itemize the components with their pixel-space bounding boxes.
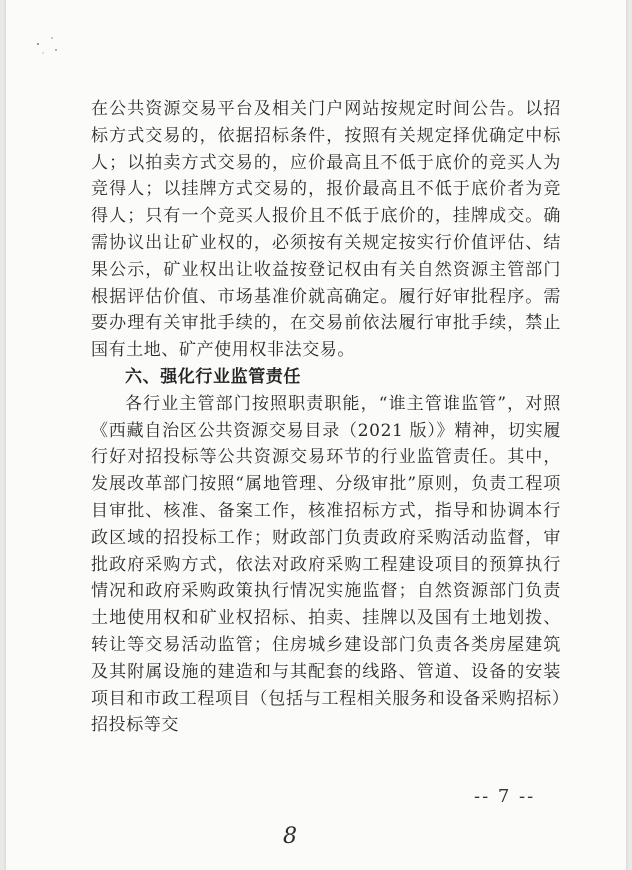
document-body <box>91 96 561 739</box>
scan-specks <box>34 28 94 58</box>
section-heading: 六、强化行业监管责任 <box>125 366 301 387</box>
handwritten-page-number: 8 <box>283 824 297 849</box>
page-number: -- 7 -- <box>474 786 536 807</box>
document-page <box>6 0 626 870</box>
paragraph-1: 在公共资源交易平台及相关门户网站按规定时间公告。以招标方式交易的，依据招标条件，按照有关规定择优确定中标人；以拍卖方式交易的，应价最高且不低于底价的竞买人为竞得人；以挂牌方式交易的，报价最高且不低于底价者为竞得人；只有一个竞买人报价且不低于底价的，挂牌成交。确需协议出让矿业权的，必须按有关规定按实行价值评估、结果公示，矿业权出让收益按登记权由有关自然资源主管部门根据评估价值、市场基准价就高确定。履行好审批程序。需要办理有关审批手续的，在交易前依法履行审批手续，禁止国有土地、矿产使用权非法交易。 <box>91 99 561 361</box>
paragraph-2: 各行业主管部门按照职责职能，“谁主管谁监管”，对照《西藏自治区公共资源交易目录（2021 版）》精神，切实履行好对招投标等公共资源交易环节的行业监管责任。其中，发展改革部门按照“属地管理、分级审批”原则，负责工程项目审批、核准、备案工作，核准招标方式，指导和协调本行政区域的招投标工作；财政部门负责政府采购活动监督，审批政府采购方式，依法对政府采购工程建设项目的预算执行情况和政府采购政策执行情况实施监督；自然资源部门负责土地使用权和矿业权招标、拍卖、挂牌以及国有土地划拨、转让等交易活动监管；住房城乡建设部门负责各类房屋建筑及其附属设施的建造和与其配套的线路、管道、设备的安装项目和市政工程项目（包括与工程相关服务和设备采购招标）招投标等交 <box>91 393 561 736</box>
